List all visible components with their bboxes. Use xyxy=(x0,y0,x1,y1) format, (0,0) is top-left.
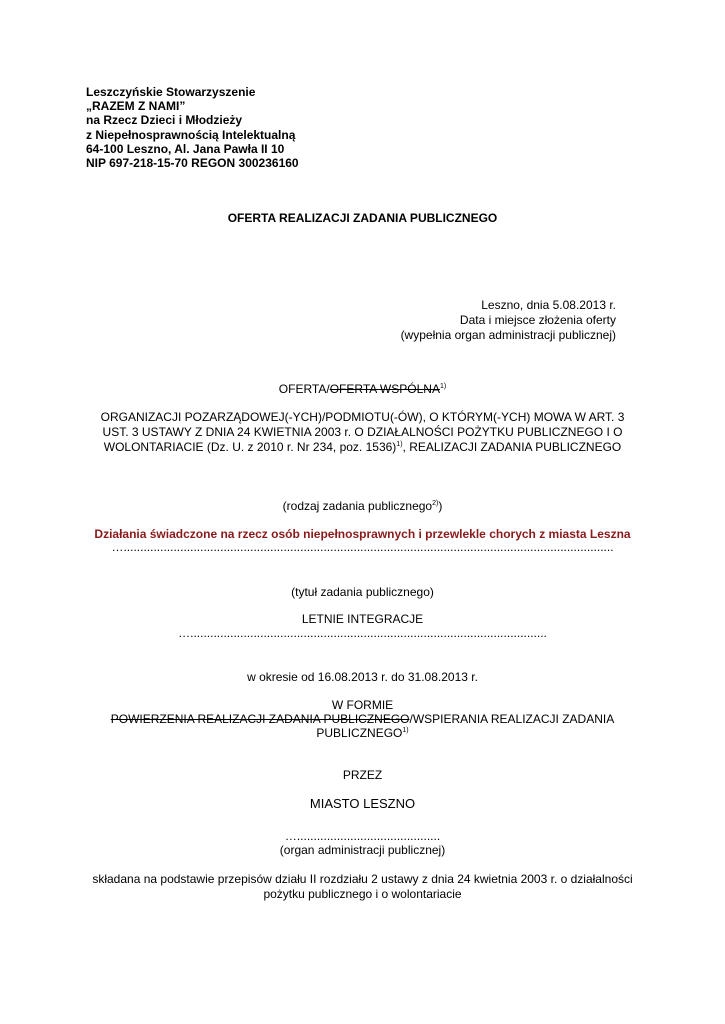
header-line-2: „RAZEM Z NAMI” xyxy=(86,99,186,114)
task-title-value: LETNIE INTEGRACJE xyxy=(301,612,424,626)
form-footnote: 1) xyxy=(402,727,409,734)
form-heading: W FORMIE xyxy=(331,698,394,712)
task-kind-label-text: (rodzaj zadania publicznego xyxy=(282,499,433,513)
basis-line-1: składana na podstawie przepisów działu II rozdziału 2 ustawy z dnia 24 kwietnia 2003 r. o działalności xyxy=(92,872,633,886)
task-kind-label xyxy=(0,499,725,513)
task-title-dots: …........................................................................................................... xyxy=(178,626,547,640)
organizations-line-3-text: WOLONTARIACIE (Dz. U. z 2010 r. Nr 234, poz. 1536) xyxy=(103,440,397,454)
place-date-value: Leszno, dnia 5.08.2013 r. xyxy=(481,298,616,312)
organizations-line-3 xyxy=(0,440,725,455)
period-text: w okresie od 16.08.2013 r. do 31.08.2013 r. xyxy=(247,670,478,684)
by-value: MIASTO LESZNO xyxy=(309,796,416,811)
task-title-label: (tytuł zadania publicznego) xyxy=(291,585,434,599)
by-dots: …........................................... xyxy=(284,829,441,843)
header-line-5: 64-100 Leszno, Al. Jana Pawła II 10 xyxy=(86,141,285,156)
by-heading: PRZEZ xyxy=(342,768,383,782)
task-kind-value: Działania świadczone na rzecz osób niepełnosprawnych i przewlekle chorych z miasta Leszna xyxy=(94,527,631,541)
basis-paragraph xyxy=(0,872,725,902)
offer-type-struck: OFERTA WSPÓLNA xyxy=(329,382,440,396)
header-line-3: na Rzecz Dzieci i Młodzieży xyxy=(86,113,243,128)
organizations-line-3-end: , REALIZACJI ZADANIA PUBLICZNEGO xyxy=(402,440,622,454)
offer-type-prefix: OFERTA/ xyxy=(278,382,330,396)
offer-type-line xyxy=(0,382,725,396)
organizations-footnote: 1) xyxy=(396,441,403,448)
organization-header xyxy=(86,85,299,170)
form-line-2-text: PUBLICZNEGO xyxy=(316,726,403,740)
offer-type-footnote: 1) xyxy=(439,383,447,390)
task-kind-label-close: ) xyxy=(438,499,443,513)
header-line-6: NIP 697-218-15-70 REGON 300236160 xyxy=(86,156,299,171)
document-title: OFERTA REALIZACJI ZADANIA PUBLICZNEGO xyxy=(227,211,498,225)
header-line-1: Leszczyńskie Stowarzyszenie xyxy=(86,85,256,99)
form-struck: POWIERZENIA REALIZACJI ZADANIA PUBLICZNEGO xyxy=(110,712,410,726)
place-date-note: (wypełnia organ administracji publicznej) xyxy=(400,328,616,342)
organizations-line-1: ORGANIZACJI POZARZĄDOWEJ(-YCH)/PODMIOTU(-ÓW), O KTÓRYM(-YCH) MOWA W ART. 3 xyxy=(100,410,625,424)
place-date-label: Data i miejsce złożenia oferty xyxy=(459,313,616,327)
form-line-2 xyxy=(0,726,725,740)
form-line-1 xyxy=(0,712,725,726)
organizations-paragraph xyxy=(0,410,725,455)
basis-line-2: pożytku publicznego i o wolontariacie xyxy=(263,887,462,901)
organizations-line-2: UST. 3 USTAWY Z DNIA 24 KWIETNIA 2003 r. O DZIAŁALNOŚCI POŻYTKU PUBLICZNEGO I O xyxy=(102,425,623,439)
header-line-4: z Niepełnosprawnością Intelektualną xyxy=(86,127,296,142)
by-label: (organ administracji publicznej) xyxy=(279,843,446,857)
place-date-block xyxy=(380,298,616,343)
task-kind-dots: …................................................................................................................................................... xyxy=(111,540,614,554)
form-rest: /WSPIERANIA REALIZACJI ZADANIA xyxy=(409,712,615,726)
task-kind-footnote: 2) xyxy=(432,500,439,507)
